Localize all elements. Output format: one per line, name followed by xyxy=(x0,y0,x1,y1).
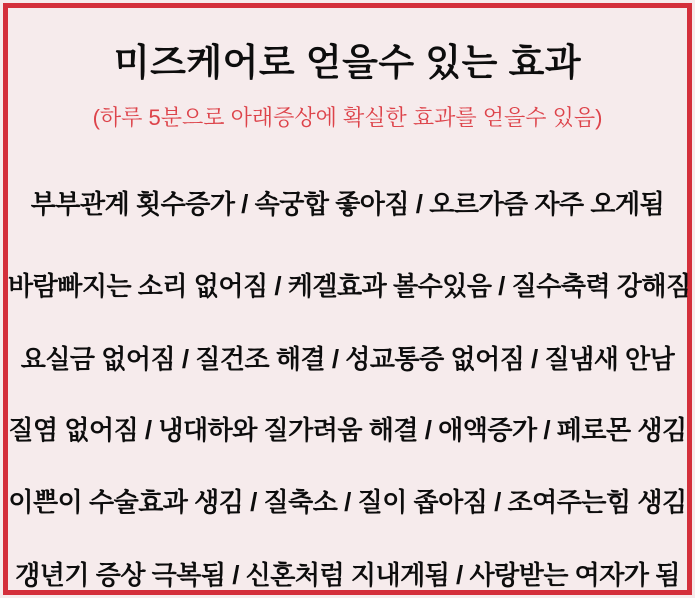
effect-line-tightening: 이쁜이 수술효과 생김 / 질축소 / 질이 좁아짐 / 조여주는힘 생김 xyxy=(8,487,687,517)
effect-line-menopause: 갱년기 증상 극복됨 / 신혼처럼 지내게됨 / 사랑받는 여자가 됨 xyxy=(15,560,680,590)
content-frame xyxy=(3,3,692,595)
page-subtitle: (하루 5분으로 아래증상에 확실한 효과를 얻을수 있음) xyxy=(92,105,603,130)
effect-line-marital-relations: 부부관계 횟수증가 / 속궁합 좋아짐 / 오르가즘 자주 오게됨 xyxy=(30,189,665,219)
effect-line-vaginitis: 질염 없어짐 / 냉대하와 질가려움 해결 / 애액증가 / 페로몬 생김 xyxy=(8,415,687,445)
effect-line-incontinence: 요실금 없어짐 / 질건조 해결 / 성교통증 없어짐 / 질냄새 안남 xyxy=(20,344,675,374)
page-title: 미즈케어로 얻을수 있는 효과 xyxy=(113,42,582,83)
effect-line-kegel: 바람빠지는 소리 없어짐 / 케겔효과 볼수있음 / 질수축력 강해짐 xyxy=(8,271,691,301)
